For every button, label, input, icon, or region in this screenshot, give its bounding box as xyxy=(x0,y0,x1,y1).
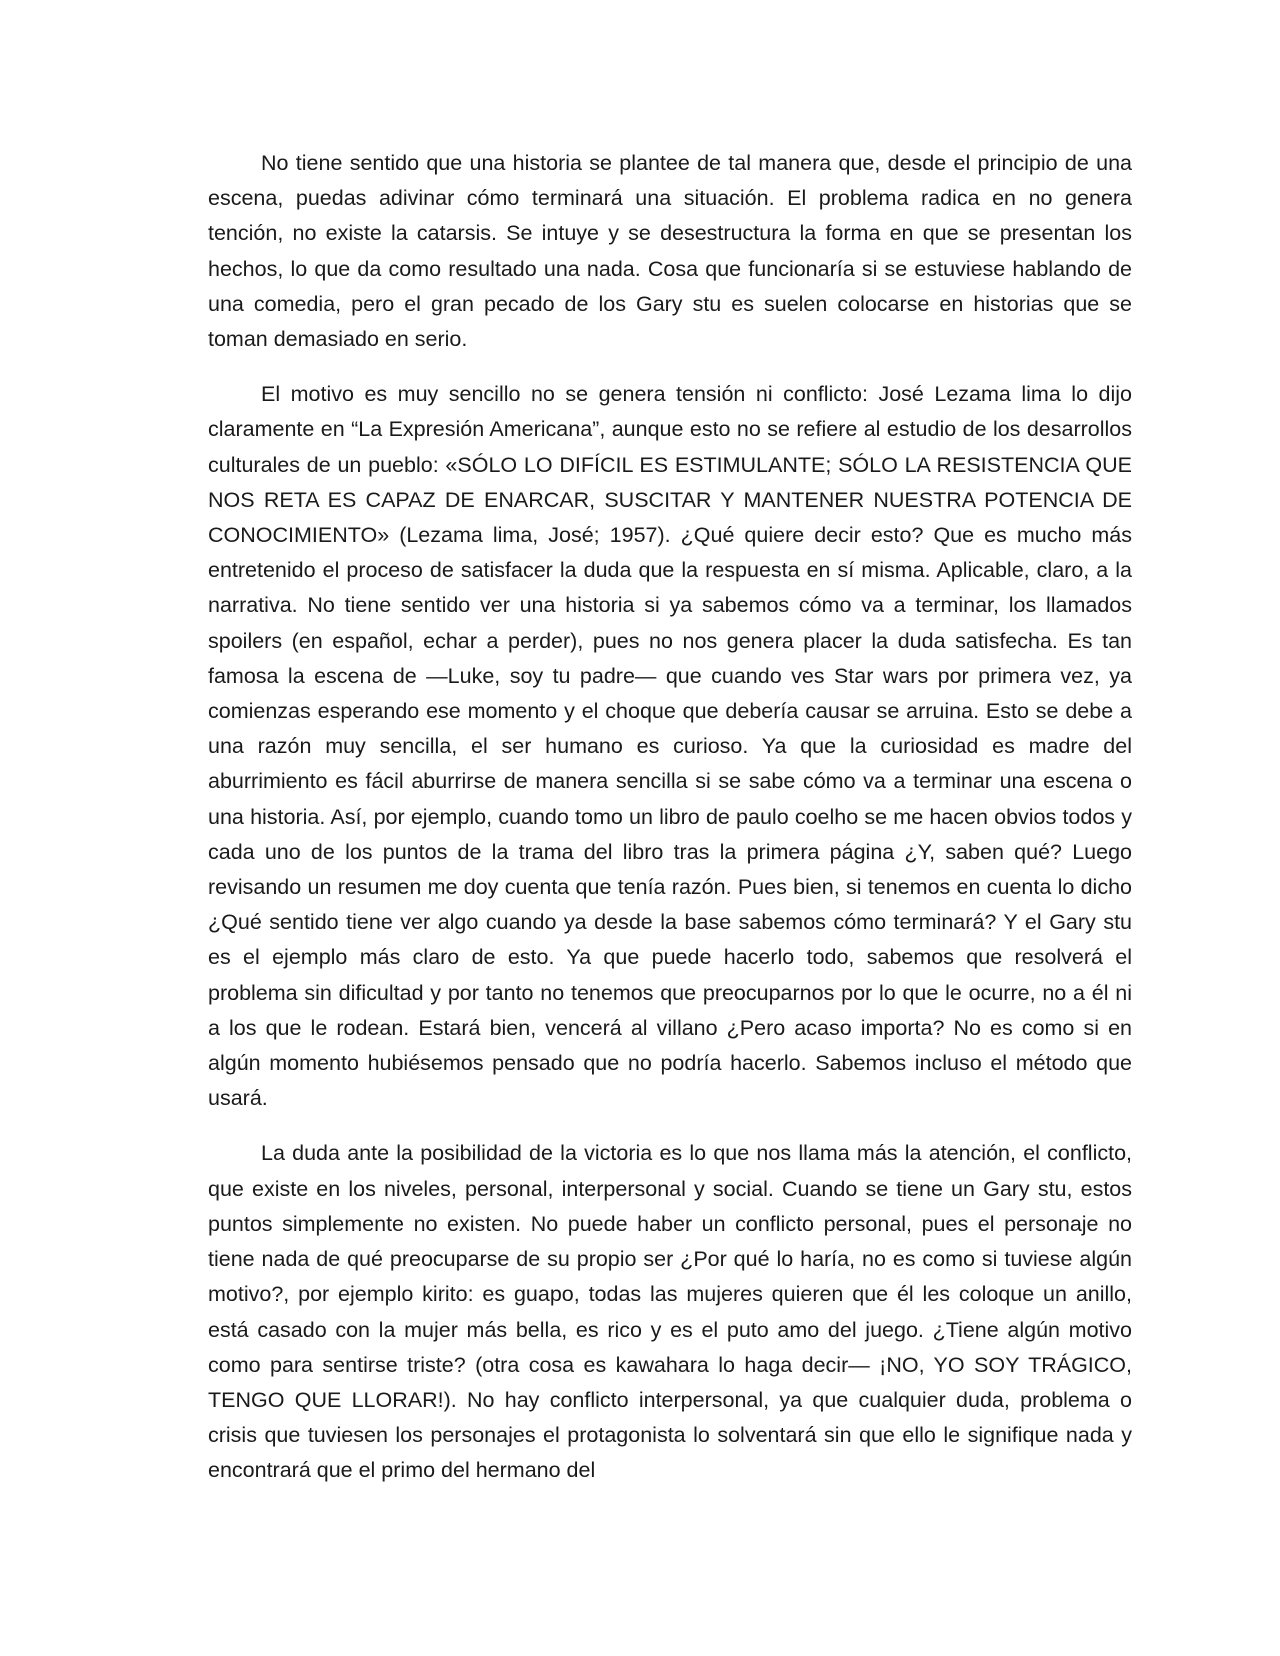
paragraph-1: No tiene sentido que una historia se plantee de tal manera que, desde el principio de una escena, puedas adivinar cómo terminará una situación. El problema radica en no genera tención, no existe la catarsis. Se intuye y se desestructura la forma en que se presentan los hechos, lo que da como resultado una nada. Cosa que funcionaría si se estuviese hablando de una comedia, pero el gran pecado de los Gary stu es suelen colocarse en historias que se toman demasiado en serio. xyxy=(208,151,1132,352)
document-page xyxy=(208,146,1132,1509)
paragraph-3: La duda ante la posibilidad de la victoria es lo que nos llama más la atención, el conflicto, que existe en los niveles, personal, interpersonal y social. Cuando se tiene un Gary stu, estos puntos simplemente no existen. No puede haber un conflicto personal, pues el personaje no tiene nada de qué preocuparse de su propio ser ¿Por qué lo haría, no es como si tuviese algún motivo?, por ejemplo kirito: es guapo, todas las mujeres quieren que él les coloque un anillo, está casado con la mujer más bella, es rico y es el puto amo del juego. ¿Tiene algún motivo como para sentirse triste? (otra cosa es kawahara lo haga decir— ¡NO, YO SOY TRÁGICO, TENGO QUE LLORAR!). No hay conflicto interpersonal, ya que cualquier duda, problema o crisis que tuviesen los personajes el protagonista lo solventará sin que ello le signifique nada y encontrará que el primo del hermano del xyxy=(208,1141,1132,1483)
paragraph-2: El motivo es muy sencillo no se genera tensión ni conflicto: José Lezama lima lo dijo claramente en “La Expresión Americana”, aunque esto no se refiere al estudio de los desarrollos culturales de un pueblo: «SÓLO LO DIFÍCIL ES ESTIMULANTE; SÓLO LA RESISTENCIA QUE NOS RETA ES CAPAZ DE ENARCAR, SUSCITAR Y MANTENER NUESTRA POTENCIA DE CONOCIMIENTO» (Lezama lima, José; 1957). ¿Qué quiere decir esto? Que es mucho más entretenido el proceso de satisfacer la duda que la respuesta en sí misma. Aplicable, claro, a la narrativa. No tiene sentido ver una historia si ya sabemos cómo va a terminar, los llamados spoilers (en español, echar a perder), pues no nos genera placer la duda satisfecha. Es tan famosa la escena de —Luke, soy tu padre— que cuando ves Star wars por primera vez, ya comienzas esperando ese momento y el choque que debería causar se arruina. Esto se debe a una razón muy sencilla, el ser humano es curioso. Ya que la curiosidad es madre del aburrimiento es fácil aburrirse de manera sencilla si se sabe cómo va a terminar una escena o una historia. Así, por ejemplo, cuando tomo un libro de paulo coelho se me hacen obvios todos y cada uno de los puntos de la trama del libro tras la primera página ¿Y, saben qué? Luego revisando un resumen me doy cuenta que tenía razón. Pues bien, si tenemos en cuenta lo dicho ¿Qué sentido tiene ver algo cuando ya desde la base sabemos cómo terminará? Y el Gary stu es el ejemplo más claro de esto. Ya que puede hacerlo todo, sabemos que resolverá el problema sin dificultad y por tanto no tenemos que preocuparnos por lo que le ocurre, no a él ni a los que le rodean. Estará bien, vencerá al villano ¿Pero acaso importa? No es como si en algún momento hubiésemos pensado que no podría hacerlo. Sabemos incluso el método que usará. xyxy=(208,382,1132,1111)
